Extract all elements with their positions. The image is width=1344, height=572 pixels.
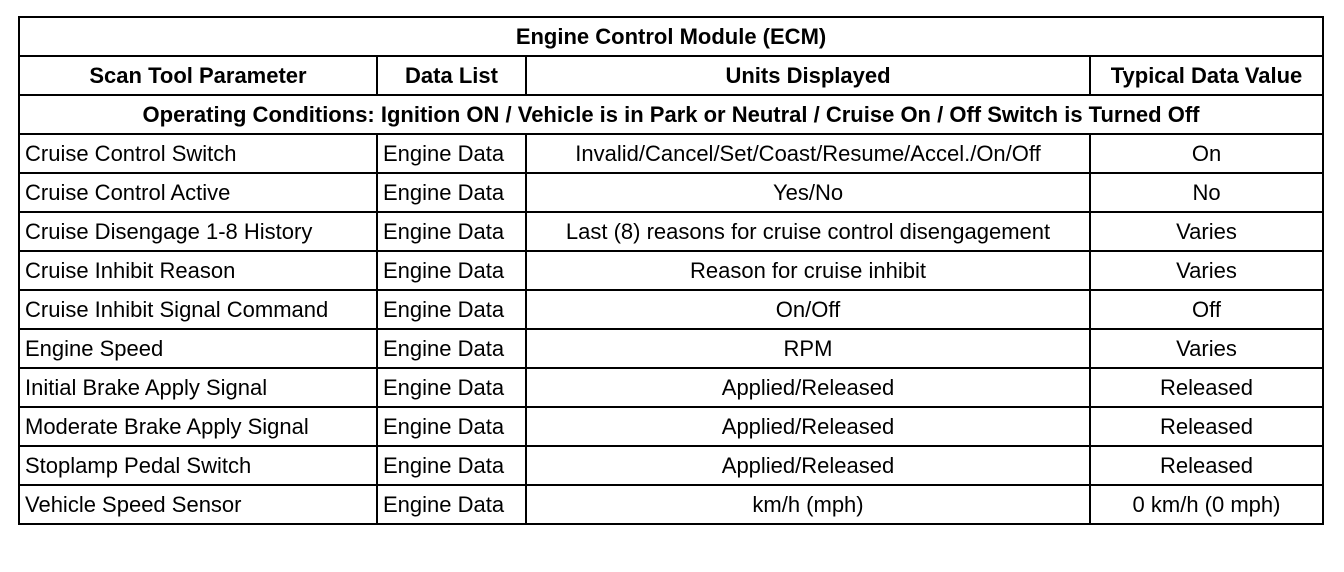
cell-data-list: Engine Data — [377, 251, 526, 290]
header-units-displayed: Units Displayed — [526, 56, 1090, 95]
cell-data-list: Engine Data — [377, 407, 526, 446]
cell-parameter: Engine Speed — [19, 329, 377, 368]
cell-units: Last (8) reasons for cruise control disengagement — [526, 212, 1090, 251]
table-title-row — [19, 17, 1323, 56]
table-row — [19, 368, 1323, 407]
cell-data-list: Engine Data — [377, 329, 526, 368]
operating-conditions: Operating Conditions: Ignition ON / Vehicle is in Park or Neutral / Cruise On / Off Switch is Turned Off — [19, 95, 1323, 134]
cell-parameter: Cruise Disengage 1-8 History — [19, 212, 377, 251]
cell-data-list: Engine Data — [377, 485, 526, 524]
header-data-list: Data List — [377, 56, 526, 95]
cell-typical-value: No — [1090, 173, 1323, 212]
table-row — [19, 290, 1323, 329]
cell-typical-value: 0 km/h (0 mph) — [1090, 485, 1323, 524]
cell-typical-value: On — [1090, 134, 1323, 173]
ecm-data-table — [18, 16, 1324, 525]
table-row — [19, 446, 1323, 485]
cell-units: km/h (mph) — [526, 485, 1090, 524]
cell-data-list: Engine Data — [377, 446, 526, 485]
cell-parameter: Cruise Control Switch — [19, 134, 377, 173]
cell-units: Applied/Released — [526, 446, 1090, 485]
cell-typical-value: Varies — [1090, 212, 1323, 251]
cell-parameter: Initial Brake Apply Signal — [19, 368, 377, 407]
cell-units: Invalid/Cancel/Set/Coast/Resume/Accel./On/Off — [526, 134, 1090, 173]
operating-conditions-row — [19, 95, 1323, 134]
table-row — [19, 329, 1323, 368]
table-header-row — [19, 56, 1323, 95]
header-scan-tool-parameter: Scan Tool Parameter — [19, 56, 377, 95]
cell-typical-value: Released — [1090, 368, 1323, 407]
cell-parameter: Cruise Inhibit Signal Command — [19, 290, 377, 329]
cell-parameter: Cruise Control Active — [19, 173, 377, 212]
table-row — [19, 173, 1323, 212]
table-row — [19, 485, 1323, 524]
cell-units: Applied/Released — [526, 368, 1090, 407]
cell-typical-value: Off — [1090, 290, 1323, 329]
cell-data-list: Engine Data — [377, 290, 526, 329]
table-row — [19, 407, 1323, 446]
table-title: Engine Control Module (ECM) — [19, 17, 1323, 56]
cell-typical-value: Varies — [1090, 329, 1323, 368]
cell-data-list: Engine Data — [377, 212, 526, 251]
table-row — [19, 134, 1323, 173]
cell-units: On/Off — [526, 290, 1090, 329]
table-row — [19, 212, 1323, 251]
cell-typical-value: Released — [1090, 446, 1323, 485]
cell-units: Applied/Released — [526, 407, 1090, 446]
cell-data-list: Engine Data — [377, 173, 526, 212]
header-typical-data-value: Typical Data Value — [1090, 56, 1323, 95]
cell-typical-value: Released — [1090, 407, 1323, 446]
cell-units: Reason for cruise inhibit — [526, 251, 1090, 290]
cell-units: Yes/No — [526, 173, 1090, 212]
cell-parameter: Stoplamp Pedal Switch — [19, 446, 377, 485]
table-row — [19, 251, 1323, 290]
cell-parameter: Vehicle Speed Sensor — [19, 485, 377, 524]
cell-parameter: Moderate Brake Apply Signal — [19, 407, 377, 446]
cell-data-list: Engine Data — [377, 134, 526, 173]
cell-typical-value: Varies — [1090, 251, 1323, 290]
cell-parameter: Cruise Inhibit Reason — [19, 251, 377, 290]
cell-data-list: Engine Data — [377, 368, 526, 407]
cell-units: RPM — [526, 329, 1090, 368]
